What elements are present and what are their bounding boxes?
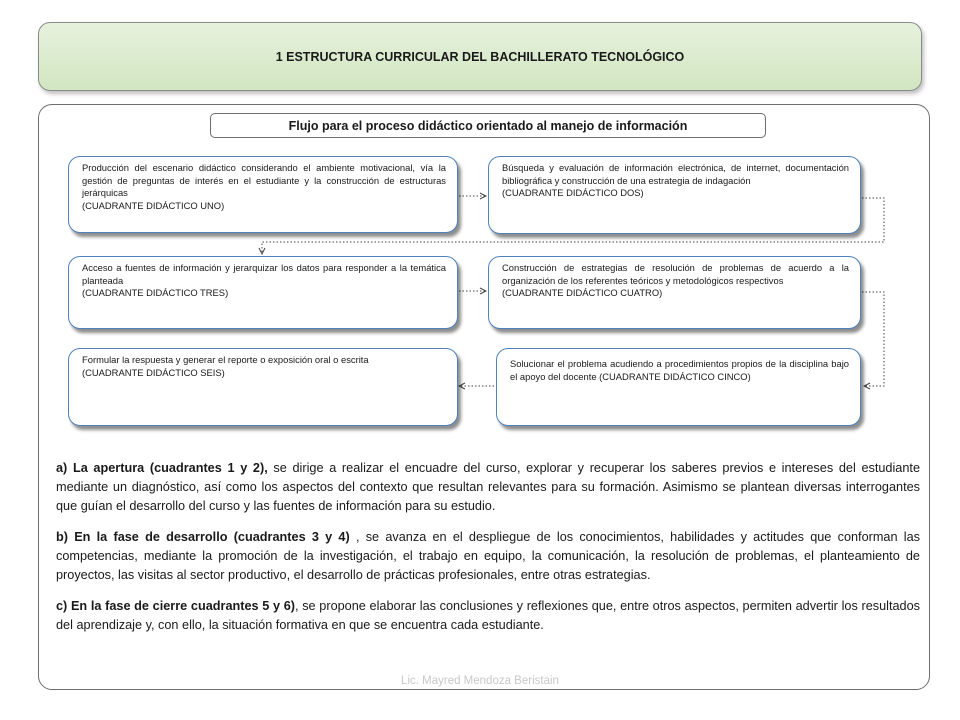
quadrant-two-label: (CUADRANTE DIDÁCTICO DOS) bbox=[502, 187, 644, 199]
quadrant-five bbox=[496, 348, 861, 426]
note-apertura-lead: a) La apertura (cuadrantes 1 y 2), bbox=[56, 461, 268, 475]
quadrant-four bbox=[488, 256, 861, 329]
note-cierre-body: , se propone elaborar las conclusiones y reflexiones que, entre otros aspectos, permiten advertir los resultados del aprendizaje y, con ello, la situación formativa en que se encuentra cada estudiante. bbox=[56, 599, 920, 632]
author-name: Lic. Mayred Mendoza Beristain bbox=[401, 675, 559, 687]
note-desarrollo-body: , se avanza en el despliegue de los conocimientos, habilidades y actitudes que conforman las competencias, mediante la promoción de la investigación, el trabajo en equipo, la comunicación, la resolución de problemas, el planteamiento de proyectos, las visitas al sector productivo, el desarrollo de prácticas profesionales, entre otras estrategias. bbox=[56, 530, 920, 582]
quadrant-three-text: Acceso a fuentes de información y jerarquizar los datos para responder a la temática planteada bbox=[82, 262, 446, 286]
note-desarrollo bbox=[56, 528, 920, 585]
quadrant-one bbox=[68, 156, 458, 233]
quadrant-one-label: (CUADRANTE DIDÁCTICO UNO) bbox=[82, 199, 225, 211]
note-desarrollo-lead: b) En la fase de desarrollo (cuadrantes 3 y 4) bbox=[56, 530, 350, 544]
note-apertura bbox=[56, 459, 920, 516]
quadrant-four-label: (CUADRANTE DIDÁCTICO CUATRO) bbox=[502, 287, 663, 299]
quadrant-three bbox=[68, 256, 458, 329]
quadrant-one-text: Producción del escenario didáctico considerando el ambiente motivacional, vía la gestión de preguntas de interés en el estudiante y la construcción de estructuras jerárquicas bbox=[82, 162, 446, 199]
quadrant-four-text: Construcción de estrategias de resolución de problemas de acuerdo a la organización de los referentes teóricos y metodológicos respectivos bbox=[502, 262, 849, 286]
note-cierre bbox=[56, 597, 920, 635]
quadrant-six-text: Formular la respuesta y generar el reporte o exposición oral o escrita bbox=[82, 354, 369, 365]
quadrant-five-text: Solucionar el problema acudiendo a procedimientos propios de la disciplina bajo el apoyo del docente (CUADRANTE DIDÁCTICO CINCO) bbox=[510, 358, 849, 382]
connector-4-to-5 bbox=[862, 292, 884, 386]
author-footer bbox=[0, 675, 960, 687]
quadrant-six-label: (CUADRANTE DIDÁCTICO SEIS) bbox=[82, 366, 225, 378]
quadrant-six bbox=[68, 348, 458, 426]
note-apertura-body: se dirige a realizar el encuadre del curso, explorar y recuperar los saberes previos e intereses del estudiante mediante un diagnóstico, así como los aspectos del contexto que resultan relevantes para su formación. Asimismo se plantean diversas interrogantes que guían el desarrollo del curso y las fuentes de información para su estudio. bbox=[56, 461, 920, 513]
quadrant-two bbox=[488, 156, 861, 234]
quadrant-two-text: Búsqueda y evaluación de información electrónica, de internet, documentación bibliográfica y construcción de una estrategia de indagación bbox=[502, 162, 849, 186]
note-cierre-lead: c) En la fase de cierre cuadrantes 5 y 6) bbox=[56, 599, 296, 613]
quadrant-three-label: (CUADRANTE DIDÁCTICO TRES) bbox=[82, 287, 229, 299]
page-title: 1 ESTRUCTURA CURRICULAR DEL BACHILLERATO TECNOLÓGICO bbox=[275, 49, 685, 64]
flow-title-text: Flujo para el proceso didáctico orientado al manejo de información bbox=[288, 118, 688, 133]
phase-notes bbox=[56, 459, 920, 647]
